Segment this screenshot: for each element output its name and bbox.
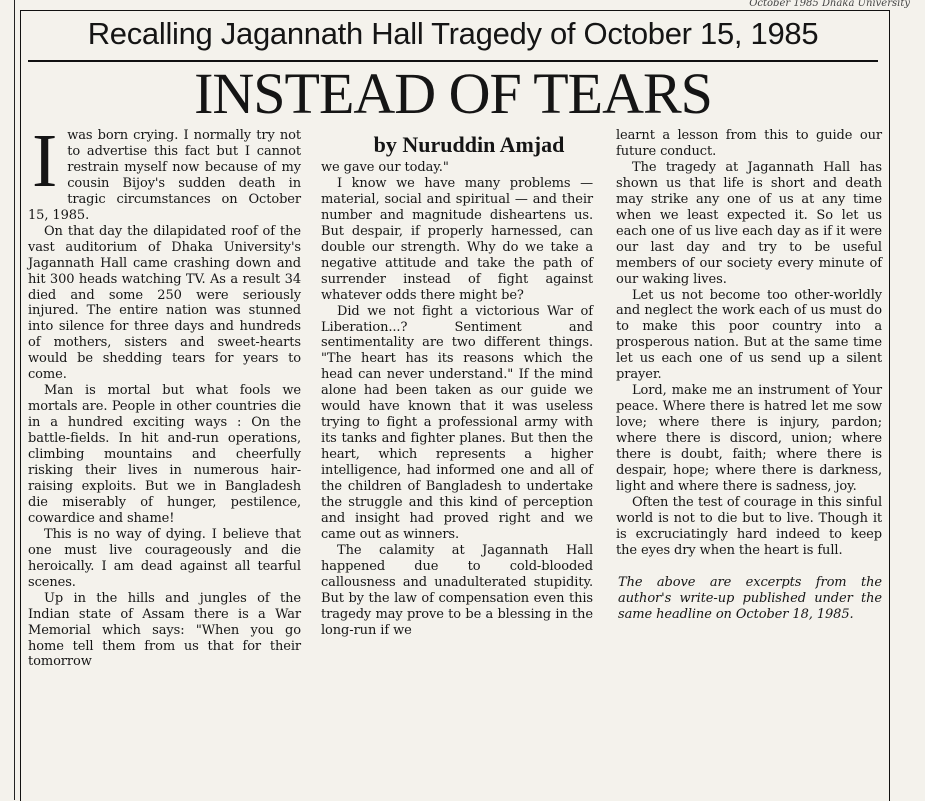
- paragraph: Did we not fight a victorious War of Liberation...? Sentiment and sentimentality are two different things. "The heart has its reasons which the head can never understand." If the mind alone had been taken as our guide we would have known that it was useless trying to fight a professional army with its tanks and fighter planes. But then the heart, which represents a higher intelligence, had informed one and all of the children of Bangladesh to undertake the struggle and this kind of perception and insight had proved right and we came out as winners.: [321, 303, 593, 542]
- article-column-3: [616, 128, 882, 623]
- paragraph: The calamity at Jagannath Hall happened due to cold-blooded callousness and unadulterated stupidity. But by the law of compensation even this tragedy may prove to be a blessing in the long-run if we: [321, 542, 593, 638]
- paragraph: Up in the hills and jungles of the Indian state of Assam there is a War Memorial which says: "When you go home tell them from us that for their tomorrow: [28, 590, 301, 670]
- article-column-1: [28, 119, 301, 670]
- paragraph: The tragedy at Jagannath Hall has shown us that life is short and death may strike any one of us at any time when we least expected it. So let us each one of us live each day as if it were our last day and try to be useful members of our society every minute of our waking lives.: [616, 159, 882, 287]
- top-edge-fragment: October 1985 Dhaka University: [749, 0, 910, 8]
- drop-cap: I: [32, 119, 58, 203]
- paragraph: I know we have many problems — material, social and spiritual — and their number and magnitude disheartens us. But despair, if properly harnessed, can double our strength. Why do we take a negative attitude and take the path of surrender instead of fight against whatever odds there might be?: [321, 175, 593, 303]
- paragraph: Often the test of courage in this sinful world is not to die but to live. Though it is excruciatingly hard indeed to keep the eyes dry when the heart is full.: [616, 494, 882, 558]
- paragraph: Man is mortal but what fools we mortals are. People in other countries die in a hundred exciting ways : On the battle-fields. In hit and-run operations, climbing mountains and cheerfully risking their lives in numerous hair-raising exploits. But we in Bangladesh die miserably of hunger, pestilence, cowardice and shame!: [28, 383, 301, 526]
- byline: by Nuruddin Amjad: [373, 132, 565, 157]
- publication-credit: The above are excerpts from the author's write-up published under the same headline on October 18, 1985.: [618, 574, 882, 622]
- paragraph: On that day the dilapidated roof of the vast auditorium of Dhaka University's Jagannath Hall came crashing down and hit 300 heads watching TV. As a result 34 died and some 250 were seriously injured. The entire nation was stunned into silence for three days and hundreds of mothers, sisters and sweet-hearts would be shedding tears for years to come.: [28, 223, 301, 383]
- article-column-2: [321, 160, 593, 639]
- headline: INSTEAD OF TEARS: [194, 61, 712, 126]
- left-margin-fragment: [0, 0, 15, 800]
- paragraph: we gave our today.": [321, 160, 449, 175]
- paragraph: was born crying. I normally try not to advertise this fact but I cannot restrain myself now because of my cousin Bijoy's sudden death in tragic circumstances on October 15, 1985.: [28, 128, 301, 223]
- paragraph: Let us not become too other-worldly and neglect the work each of us must do to make this poor country into a prosperous nation. But at the same time let us each one of us send up a silent prayer.: [616, 287, 882, 383]
- paragraph: This is no way of dying. I believe that one must live courageously and die heroically. I am dead against all tearful scenes.: [28, 526, 301, 590]
- article-header: [28, 12, 878, 62]
- paragraph: learnt a lesson from this to guide our future conduct.: [616, 128, 882, 159]
- header-title: Recalling Jagannath Hall Tragedy of October 15, 1985: [87, 16, 819, 51]
- prayer-paragraph: Lord, make me an instrument of Your peace. Where there is hatred let me sow love; where there is injury, pardon; where there is discord, union; where there is doubt, faith; where there is despair, hope; where there is darkness, light and where there is sadness, joy.: [616, 383, 882, 494]
